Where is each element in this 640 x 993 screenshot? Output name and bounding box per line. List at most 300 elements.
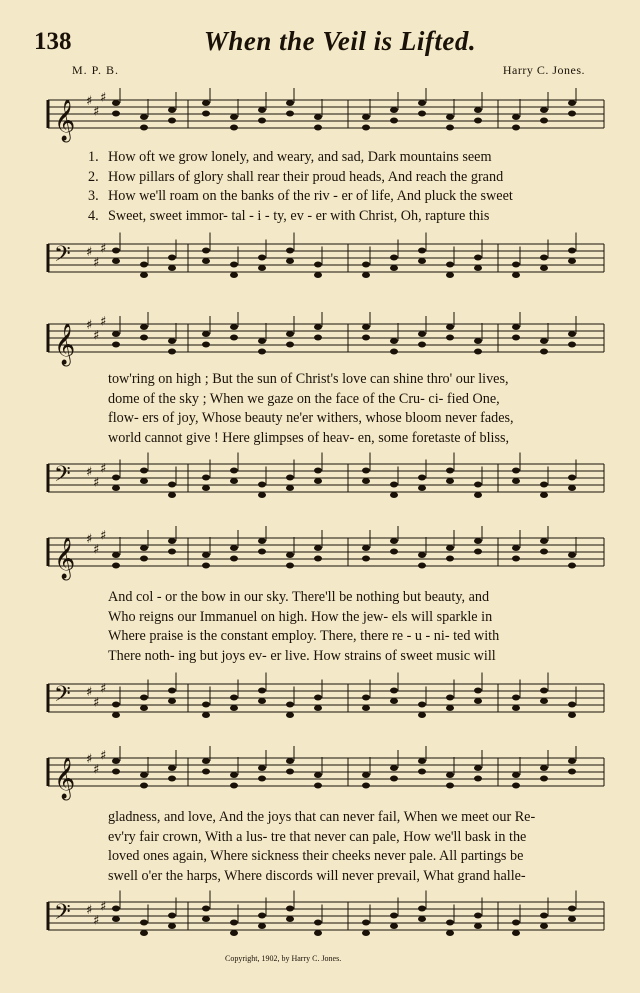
note-head	[512, 705, 520, 711]
lyric-line	[88, 808, 608, 828]
page-number: 138	[34, 28, 72, 55]
note-head	[112, 712, 120, 718]
note-head	[568, 342, 576, 348]
note-head	[390, 538, 398, 544]
note-head	[202, 331, 210, 337]
note-head	[230, 695, 238, 701]
note-head	[540, 923, 548, 929]
note-head	[258, 549, 266, 555]
note-head	[168, 923, 176, 929]
sharp-icon: ♯	[100, 90, 107, 106]
note-head	[418, 906, 426, 912]
treble-clef-icon: 𝄞	[54, 538, 76, 579]
note-head	[540, 118, 548, 124]
sharp-icon: ♯	[86, 752, 93, 767]
lyric-text: dome of the sky ; When we gaze on the face of the Cru- ci- fied One,	[108, 390, 500, 407]
note-head	[390, 688, 398, 694]
note-head	[286, 100, 294, 106]
note-head	[168, 482, 176, 488]
note-head	[512, 125, 520, 131]
note-head	[474, 349, 482, 355]
note-head	[362, 695, 370, 701]
note-head	[286, 342, 294, 348]
note-head	[446, 920, 454, 926]
lyric-text: flow- ers of joy, Whose beauty ne'er withers, whose bloom never fades,	[108, 410, 514, 426]
note-head	[230, 468, 238, 474]
note-head	[390, 923, 398, 929]
note-head	[512, 556, 520, 562]
verse-number: 3.	[88, 188, 99, 204]
note-head	[540, 698, 548, 704]
note-head	[202, 916, 210, 922]
note-head	[258, 107, 266, 113]
lyric-text: tow'ring on high ; But the sun of Christ's love can shine thro' our lives,	[108, 371, 509, 387]
note-head	[512, 783, 520, 789]
note-head	[390, 776, 398, 782]
sharp-icon: ♯	[93, 104, 100, 120]
sharp-icon: ♯	[86, 465, 93, 480]
lyric-line	[88, 148, 608, 168]
lyric-line	[88, 588, 608, 608]
note-head	[474, 765, 482, 771]
note-head	[362, 114, 370, 120]
note-head	[140, 468, 148, 474]
note-head	[258, 255, 266, 261]
system-4-lyrics	[88, 808, 608, 886]
note-head	[112, 475, 120, 481]
note-head	[168, 698, 176, 704]
note-head	[568, 331, 576, 337]
lyric-text: How we'll roam on the banks of the riv - er of life, And pluck the sweet	[108, 188, 513, 204]
note-head	[202, 758, 210, 764]
note-head	[362, 478, 370, 484]
note-head	[258, 913, 266, 919]
system-3-lyrics	[88, 588, 608, 666]
note-head	[202, 702, 210, 708]
note-head	[314, 272, 322, 278]
note-head	[202, 712, 210, 718]
note-head	[512, 772, 520, 778]
note-head	[512, 695, 520, 701]
note-head	[202, 248, 210, 254]
sharp-icon: ♯	[86, 903, 93, 918]
note-head	[140, 705, 148, 711]
staff-lines	[48, 899, 604, 930]
note-head	[230, 114, 238, 120]
note-head	[540, 913, 548, 919]
note-head	[390, 698, 398, 704]
note-head	[112, 100, 120, 106]
note-head	[446, 545, 454, 551]
note-head	[168, 349, 176, 355]
note-head	[286, 248, 294, 254]
note-head	[168, 338, 176, 344]
staff-lines	[48, 681, 604, 712]
sharp-icon: ♯	[100, 899, 107, 915]
note-head	[362, 556, 370, 562]
note-head	[112, 702, 120, 708]
note-head	[314, 695, 322, 701]
words-credit: M. P. B.	[72, 63, 120, 77]
system-1-lyrics	[88, 148, 608, 226]
note-head	[168, 265, 176, 271]
note-head	[168, 776, 176, 782]
note-head	[168, 118, 176, 124]
lyric-text: There noth- ing but joys ev- er live. How strains of sweet music will	[108, 647, 496, 664]
lyric-line	[88, 168, 608, 188]
note-head	[390, 118, 398, 124]
note-head	[446, 556, 454, 562]
note-head	[512, 930, 520, 936]
note-head	[286, 758, 294, 764]
note-head	[512, 114, 520, 120]
sharp-icon: ♯	[100, 241, 107, 257]
system-2-treble-staff	[38, 312, 610, 372]
note-head	[230, 478, 238, 484]
note-head	[474, 698, 482, 704]
note-head	[418, 342, 426, 348]
note-head	[568, 111, 576, 117]
note-head	[540, 349, 548, 355]
note-head	[112, 485, 120, 491]
sharp-icon: ♯	[93, 475, 100, 491]
note-head	[418, 769, 426, 775]
note-head	[418, 563, 426, 569]
note-head	[418, 111, 426, 117]
note-head	[202, 769, 210, 775]
note-head	[474, 338, 482, 344]
note-head	[112, 552, 120, 558]
note-head	[512, 545, 520, 551]
note-head	[112, 111, 120, 117]
note-head	[418, 916, 426, 922]
lyric-line	[88, 187, 608, 207]
note-head	[446, 324, 454, 330]
note-head	[258, 923, 266, 929]
treble-clef-icon: 𝄞	[54, 758, 76, 799]
note-head	[258, 338, 266, 344]
note-head	[230, 324, 238, 330]
note-head	[362, 335, 370, 341]
note-head	[474, 255, 482, 261]
note-head	[314, 335, 322, 341]
sharp-icon: ♯	[100, 748, 107, 764]
bass-clef-icon: 𝄢	[54, 682, 71, 712]
bass-clef-icon: 𝄢	[54, 462, 71, 492]
lyric-line	[88, 867, 608, 887]
lyric-line	[88, 370, 608, 390]
note-head	[418, 712, 426, 718]
note-head	[446, 772, 454, 778]
note-head	[258, 349, 266, 355]
hymn-title: When the Veil is Lifted.	[203, 26, 477, 56]
note-head	[140, 920, 148, 926]
note-head	[140, 125, 148, 131]
note-head	[446, 468, 454, 474]
note-head	[202, 906, 210, 912]
note-head	[568, 712, 576, 718]
note-head	[418, 552, 426, 558]
note-head	[540, 776, 548, 782]
note-head	[140, 695, 148, 701]
note-head	[568, 258, 576, 264]
note-head	[418, 258, 426, 264]
note-head	[512, 478, 520, 484]
note-head	[230, 705, 238, 711]
note-head	[446, 783, 454, 789]
note-head	[140, 545, 148, 551]
note-head	[446, 705, 454, 711]
note-head	[446, 125, 454, 131]
treble-clef-icon: 𝄞	[54, 100, 76, 141]
note-head	[286, 769, 294, 775]
lyric-text: Sweet, sweet immor- tal - i - ty, ev - er with Christ, Oh, rapture this	[108, 207, 490, 224]
note-head	[362, 783, 370, 789]
note-head	[168, 255, 176, 261]
note-head	[286, 111, 294, 117]
lyric-text: Where praise is the constant employ. There, there re - u - ni- ted with	[108, 628, 500, 644]
note-head	[474, 492, 482, 498]
note-head	[390, 482, 398, 488]
note-head	[286, 331, 294, 337]
sharp-icon: ♯	[93, 328, 100, 344]
note-head	[314, 930, 322, 936]
lyric-text: How pillars of glory shall rear their proud heads, And reach the grand	[108, 168, 504, 185]
note-head	[314, 114, 322, 120]
lyric-line	[88, 429, 608, 449]
note-head	[202, 342, 210, 348]
lyric-line	[88, 847, 608, 867]
note-head	[230, 125, 238, 131]
note-head	[140, 478, 148, 484]
note-head	[512, 324, 520, 330]
note-head	[362, 324, 370, 330]
note-head	[418, 248, 426, 254]
note-head	[568, 916, 576, 922]
note-head	[314, 705, 322, 711]
note-head	[568, 906, 576, 912]
note-head	[286, 712, 294, 718]
staff-lines	[48, 324, 604, 352]
note-head	[512, 335, 520, 341]
note-head	[230, 545, 238, 551]
note-head	[112, 758, 120, 764]
note-head	[230, 556, 238, 562]
note-head	[474, 118, 482, 124]
note-head	[202, 563, 210, 569]
note-head	[230, 262, 238, 268]
sharp-icon: ♯	[100, 528, 107, 544]
note-head	[286, 475, 294, 481]
note-head	[168, 107, 176, 113]
verse-number: 4.	[88, 207, 99, 224]
note-head	[568, 248, 576, 254]
note-head	[540, 688, 548, 694]
note-head	[258, 492, 266, 498]
lyric-line	[88, 207, 608, 227]
note-head	[540, 107, 548, 113]
note-head	[568, 552, 576, 558]
note-head	[258, 688, 266, 694]
note-head	[474, 776, 482, 782]
note-head	[286, 702, 294, 708]
lyric-line	[88, 409, 608, 429]
note-head	[362, 468, 370, 474]
note-head	[314, 262, 322, 268]
note-head	[568, 702, 576, 708]
lyric-line	[88, 390, 608, 410]
note-head	[362, 272, 370, 278]
sharp-icon: ♯	[93, 762, 100, 778]
note-head	[168, 913, 176, 919]
note-head	[512, 468, 520, 474]
note-head	[390, 265, 398, 271]
note-head	[230, 772, 238, 778]
sharp-icon: ♯	[86, 94, 93, 109]
note-head	[446, 114, 454, 120]
note-head	[202, 258, 210, 264]
music-credit: Harry C. Jones.	[502, 63, 585, 77]
note-head	[540, 482, 548, 488]
system-1-bass-staff	[38, 232, 610, 294]
note-head	[474, 107, 482, 113]
note-head	[258, 265, 266, 271]
note-head	[446, 930, 454, 936]
system-3-treble-staff	[38, 526, 610, 586]
note-head	[568, 758, 576, 764]
note-head	[418, 758, 426, 764]
note-head	[230, 783, 238, 789]
note-head	[418, 100, 426, 106]
note-head	[446, 335, 454, 341]
sharp-icon: ♯	[86, 318, 93, 333]
sharp-icon: ♯	[93, 255, 100, 271]
note-head	[258, 698, 266, 704]
note-head	[140, 114, 148, 120]
note-head	[418, 702, 426, 708]
note-head	[362, 920, 370, 926]
note-head	[112, 769, 120, 775]
note-head	[390, 338, 398, 344]
note-head	[286, 906, 294, 912]
lyric-line	[88, 828, 608, 848]
note-head	[140, 783, 148, 789]
note-head	[446, 478, 454, 484]
note-head	[286, 552, 294, 558]
note-head	[362, 125, 370, 131]
note-head	[258, 538, 266, 544]
note-head	[230, 272, 238, 278]
note-head	[362, 705, 370, 711]
note-head	[474, 482, 482, 488]
note-head	[140, 262, 148, 268]
lyric-line	[88, 627, 608, 647]
note-head	[286, 258, 294, 264]
note-head	[314, 468, 322, 474]
note-head	[474, 549, 482, 555]
note-head	[474, 688, 482, 694]
note-head	[112, 258, 120, 264]
note-head	[362, 545, 370, 551]
system-4-treble-staff	[38, 746, 610, 808]
note-head	[140, 335, 148, 341]
staff-lines	[48, 538, 604, 566]
note-head	[286, 916, 294, 922]
note-head	[512, 920, 520, 926]
note-head	[258, 118, 266, 124]
note-head	[112, 331, 120, 337]
copyright-notice: Copyright, 1902, by Harry C. Jones.	[225, 954, 342, 963]
system-4-bass-staff	[38, 890, 610, 950]
note-head	[474, 265, 482, 271]
note-head	[168, 765, 176, 771]
note-head	[474, 538, 482, 544]
note-head	[112, 563, 120, 569]
lyric-text: loved ones again, Where sickness their cheeks never pale. All partings be	[108, 848, 524, 864]
note-head	[258, 765, 266, 771]
note-head	[568, 100, 576, 106]
note-head	[362, 930, 370, 936]
note-head	[314, 545, 322, 551]
note-head	[168, 549, 176, 555]
note-head	[540, 265, 548, 271]
sharp-icon: ♯	[93, 913, 100, 929]
note-head	[230, 930, 238, 936]
note-head	[112, 906, 120, 912]
note-head	[390, 349, 398, 355]
note-head	[512, 272, 520, 278]
note-head	[140, 930, 148, 936]
note-head	[314, 556, 322, 562]
lyric-text: swell o'er the harps, Where discords will never prevail, What grand halle-	[108, 867, 526, 884]
bass-clef-icon: 𝄢	[54, 900, 71, 930]
note-head	[202, 100, 210, 106]
lyric-text: world cannot give ! Here glimpses of heav- en, some foretaste of bliss,	[108, 429, 510, 446]
sharp-icon: ♯	[100, 461, 107, 477]
note-head	[418, 331, 426, 337]
note-head	[418, 485, 426, 491]
note-head	[540, 492, 548, 498]
note-head	[362, 262, 370, 268]
note-head	[314, 478, 322, 484]
note-head	[390, 765, 398, 771]
note-head	[314, 125, 322, 131]
staff-lines	[48, 758, 604, 786]
note-head	[474, 923, 482, 929]
system-3-bass-staff	[38, 672, 610, 732]
note-head	[568, 563, 576, 569]
note-head	[568, 475, 576, 481]
verse-number: 1.	[88, 149, 99, 165]
note-head	[140, 324, 148, 330]
note-head	[202, 485, 210, 491]
sharp-icon: ♯	[86, 532, 93, 547]
treble-clef-icon: 𝄞	[54, 324, 76, 365]
note-head	[540, 255, 548, 261]
system-2-lyrics	[88, 370, 608, 448]
note-head	[390, 107, 398, 113]
system-2-bass-staff	[38, 452, 610, 512]
note-head	[140, 556, 148, 562]
note-head	[568, 769, 576, 775]
note-head	[258, 776, 266, 782]
note-head	[202, 475, 210, 481]
lyric-text: And col - or the bow in our sky. There'll be nothing but beauty, and	[108, 589, 490, 605]
note-head	[112, 916, 120, 922]
sharp-icon: ♯	[93, 542, 100, 558]
verse-number: 2.	[88, 168, 99, 185]
note-head	[168, 688, 176, 694]
